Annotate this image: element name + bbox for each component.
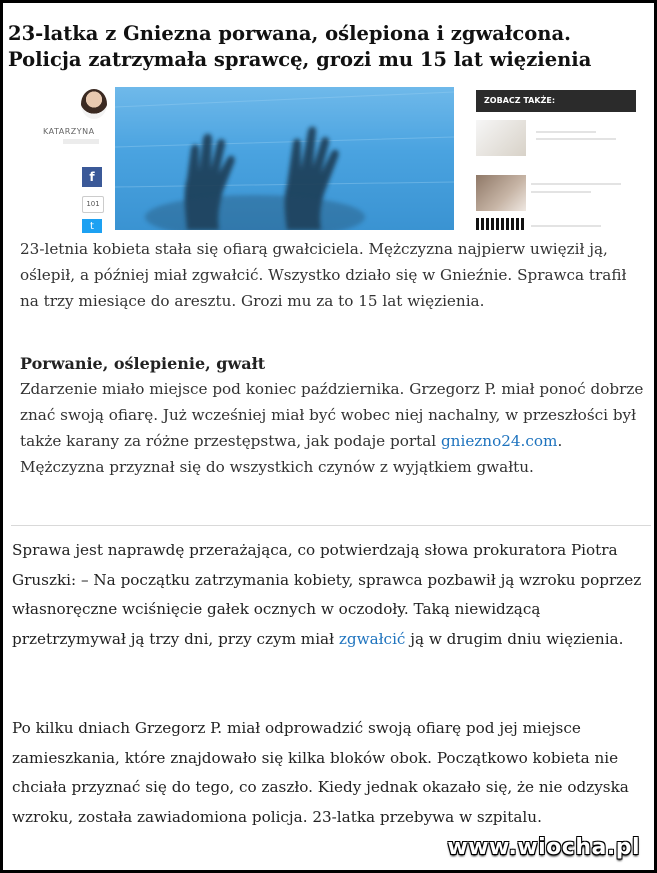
author-surname-placeholder	[63, 139, 99, 144]
paragraph-text: Zdarzenie miało miejsce pod koniec października. Grzegorz P. miał ponoć dobrze znać swoją ofiarę. Już wcześniej miał być wobec niej nachalny, w przeszłości był także karany za różne przestępstwa, jak podaje portal	[20, 380, 644, 450]
gniezno24-link[interactable]: gniezno24.com	[440, 432, 558, 450]
related-article-thumbnail[interactable]	[476, 218, 526, 230]
watermark: www.wiocha.pl	[447, 835, 640, 860]
related-article-title-placeholder[interactable]	[531, 191, 591, 193]
paragraph-text: ją w drugim dniu więzienia.	[405, 629, 624, 648]
related-article-title-placeholder[interactable]	[531, 183, 621, 185]
author-avatar[interactable]	[81, 89, 107, 119]
related-article-thumbnail[interactable]	[476, 175, 526, 211]
article-paragraph	[20, 376, 650, 480]
paragraph-text: Sprawa jest naprawdę przerażająca, co potwierdzają słowa prokuratora Piotra Gruszki: – Na początku zatrzymania kobiety, sprawca pozbawił ją wzroku poprzez własnoręczne wciśnięcie gałek ocznych w oczodoły. Taką niewidzącą przetrzymywał ją trzy dni, przy czym miał	[12, 541, 642, 648]
related-article-title-placeholder[interactable]	[531, 225, 601, 227]
paragraph-text: . Mężczyzna przyznał się do wszystkich czynów z wyjątkiem gwałtu.	[20, 432, 563, 476]
zgwalcic-link[interactable]: zgwałcić	[338, 629, 406, 648]
related-article-title-placeholder[interactable]	[536, 138, 616, 140]
section-divider	[11, 525, 651, 526]
facebook-share-button[interactable]	[82, 167, 102, 187]
article-subheading: Porwanie, oślepienie, gwałt	[20, 354, 266, 373]
hands-behind-glass-illustration	[115, 87, 454, 230]
article-paragraph: Po kilku dniach Grzegorz P. miał odprowadzić swoją ofiarę pod jej miejsce zamieszkania, które znajdowało się kilka bloków obok. Początkowo kobieta nie chciała przyznać się do tego, co zaszło. Kiedy jednak okazało się, że nie odzyska wzroku, została zawiadomiona policja. 23-latka przebywa w szpitalu.	[12, 719, 629, 826]
share-count: 101	[82, 196, 104, 213]
article-lead-paragraph: 23-letnia kobieta stała się ofiarą gwałciciela. Mężczyzna najpierw uwięził ją, oślepił, a później miał zgwałcić. Wszystko działo się w Gnieźnie. Sprawca trafił na trzy miesiące do aresztu. Grozi mu za to 15 lat więzienia.	[20, 240, 627, 310]
author-name[interactable]: KATARZYNA	[43, 127, 95, 136]
article-headline: 23-latka z Gniezna porwana, oślepiona i zgwałcona. Policja zatrzymała sprawcę, grozi mu 15 lat więzienia	[8, 22, 592, 71]
related-articles-heading: ZOBACZ TAKŻE:	[476, 90, 636, 112]
facebook-icon: f	[89, 170, 95, 184]
article-hero-image	[115, 87, 454, 230]
related-article-thumbnail[interactable]	[476, 120, 526, 156]
article-paragraph	[12, 536, 652, 654]
twitter-share-button[interactable]	[82, 219, 102, 233]
twitter-icon: t	[90, 221, 94, 232]
related-article-title-placeholder[interactable]	[536, 131, 596, 133]
